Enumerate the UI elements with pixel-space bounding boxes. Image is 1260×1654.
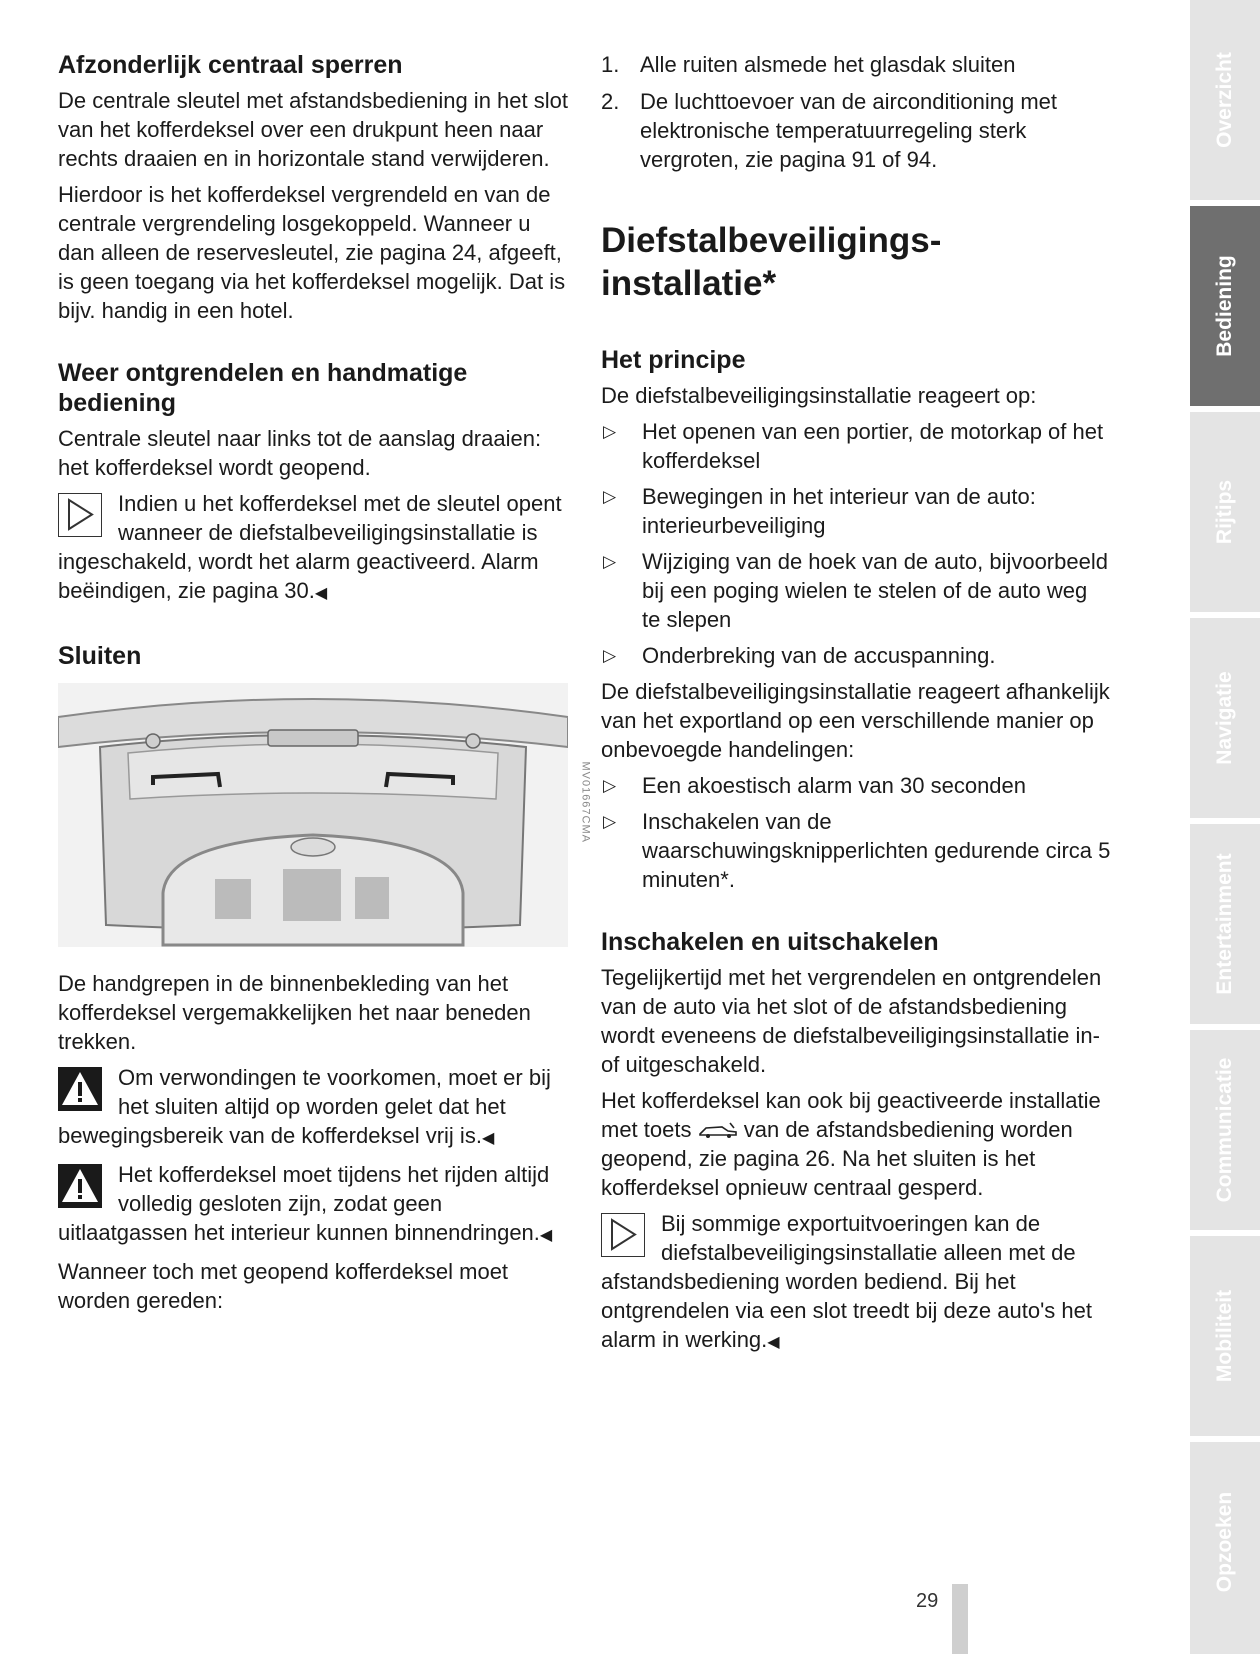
end-mark-icon: ◀ xyxy=(314,585,328,602)
heading-inschakelen: Inschakelen en uitschakelen xyxy=(601,928,939,957)
warning-icon xyxy=(58,1164,102,1208)
heading-het-principe: Het principe xyxy=(601,346,746,375)
tab-entertainment[interactable] xyxy=(1190,824,1260,1024)
tab-opzoeken[interactable] xyxy=(1190,1442,1260,1654)
note-icon xyxy=(601,1213,645,1257)
list-number: 2. xyxy=(601,89,620,114)
heading-sluiten: Sluiten xyxy=(58,642,142,670)
triangle-bullet-icon: ▷ xyxy=(603,422,617,442)
left-column xyxy=(58,50,592,1322)
chapter-tabs xyxy=(1190,0,1260,1654)
tab-bediening[interactable] xyxy=(1190,206,1260,406)
tab-label: Opzoeken xyxy=(1213,1491,1236,1593)
list-text: Alle ruiten alsmede het glasdak sluiten xyxy=(640,52,1016,77)
text-span: Het kofferdeksel kan ook bij geactiveerde installatie met toets xyxy=(601,1088,1101,1143)
heading-afzonderlijk: Afzonderlijk centraal sperren xyxy=(58,51,403,79)
list-text: Inschakelen van de waarschuwingsknipperlichten gedurende circa 5 minuten*. xyxy=(642,809,1111,893)
tab-label: Overzicht xyxy=(1213,52,1236,148)
triangle-bullet-icon: ▷ xyxy=(603,812,617,832)
tab-communicatie[interactable] xyxy=(1190,1030,1260,1230)
trunk-button-icon xyxy=(698,1117,738,1142)
paragraph: De centrale sleutel met afstandsbediening in het slot van het kofferdeksel over een drukpunt heen naar rechts draaien en in horizontale stand verwijderen. xyxy=(58,88,568,171)
numbered-list xyxy=(601,50,1111,174)
paragraph: Hierdoor is het kofferdeksel vergrendeld en van de centrale vergrendeling losgekoppeld. Wanneer u dan alleen de reservesleutel, zie pagina 24, afgeeft, is geen toegang via het kofferdeksel mogelijk. Dat is bijv. handig in een hotel. xyxy=(58,182,566,323)
tab-label: Communicatie xyxy=(1213,1057,1236,1203)
tab-rijtips[interactable] xyxy=(1190,412,1260,612)
triangle-bullet-icon: ▷ xyxy=(603,552,617,572)
list-item xyxy=(601,482,1111,540)
trunk-lid-illustration xyxy=(58,683,592,947)
paragraph: Wanneer toch met geopend kofferdeksel moet worden gereden: xyxy=(58,1259,509,1313)
figure-code: MV01667CMA xyxy=(580,761,592,843)
tab-navigatie[interactable] xyxy=(1190,618,1260,818)
tab-overzicht[interactable] xyxy=(1190,0,1260,200)
note-box xyxy=(58,489,568,608)
list-item xyxy=(601,50,1111,79)
list-item xyxy=(601,771,1111,800)
text-span: van de afstandsbediening worden geopend, zie pagina 26. Na het sluiten is het kofferdeksel opnieuw centraal gesperd. xyxy=(601,1117,1073,1201)
tab-label: Navigatie xyxy=(1213,671,1236,765)
list-item xyxy=(601,417,1111,475)
tab-label: Entertainment xyxy=(1213,853,1236,995)
right-column xyxy=(601,50,1111,1364)
paragraph: De diefstalbeveiligingsinstallatie reageert op: xyxy=(601,383,1037,409)
end-mark-icon: ◀ xyxy=(481,1130,495,1147)
note-box xyxy=(601,1209,1111,1357)
paragraph: De handgrepen in de binnenbekleding van het kofferdeksel vergemakkelijken het naar beneden trekken. xyxy=(58,971,531,1054)
list-text: Het openen van een portier, de motorkap of het kofferdeksel xyxy=(642,419,1104,474)
tab-mobiliteit[interactable] xyxy=(1190,1236,1260,1436)
paragraph: Tegelijkertijd met het vergrendelen en ontgrendelen van de auto via het slot of de afstandsbediening wordt eveneens de diefstalbeveiligingsinstallatie in- of uitgeschakeld. xyxy=(601,965,1102,1078)
heading-diefstalbeveiliging: Diefstalbeveiligings-installatie* xyxy=(601,221,942,303)
end-mark-icon: ◀ xyxy=(767,1334,780,1352)
list-text: Bewegingen in het interieur van de auto: interieurbeveiliging xyxy=(642,484,1036,539)
list-item xyxy=(601,641,1111,670)
list-item xyxy=(601,87,1111,174)
tab-label: Rijtips xyxy=(1213,479,1236,545)
triangle-bullet-icon: ▷ xyxy=(603,487,617,507)
note-text: Bij sommige exportuitvoeringen kan de diefstalbeveiligingsinstallatie alleen met de afstandsbediening worden bediend. Bij het ontgrendelen via een slot treedt bij deze auto's het alarm in werking. xyxy=(601,1211,1092,1353)
list-item xyxy=(601,547,1111,634)
warning-text: Om verwondingen te voorkomen, moet er bij het sluiten altijd op worden gelet dat het bewegingsbereik van de kofferdeksel vrij is. xyxy=(58,1065,551,1148)
paragraph: Centrale sleutel naar links tot de aanslag draaien: het kofferdeksel wordt geopend. xyxy=(58,426,542,480)
heading-weer-ontgrendelen: Weer ontgrendelen en handmatige bediening xyxy=(58,359,468,417)
paragraph: De diefstalbeveiligingsinstallatie reageert afhankelijk van het exportland op een verschillende manier op onbevoegde handelingen: xyxy=(601,679,1110,763)
bullet-list xyxy=(601,417,1111,670)
list-text: Een akoestisch alarm van 30 seconden xyxy=(642,773,1027,799)
bullet-list xyxy=(601,771,1111,894)
list-text: Onderbreking van de accuspanning. xyxy=(642,643,996,669)
end-mark-icon: ◀ xyxy=(539,1227,553,1244)
warning-box xyxy=(58,1063,568,1153)
list-number: 1. xyxy=(601,52,620,77)
tab-label: Mobiliteit xyxy=(1213,1289,1236,1383)
warning-text: Het kofferdeksel moet tijdens het rijden altijd volledig gesloten zijn, zodat geen uitlaatgassen het interieur kunnen binnendringen. xyxy=(58,1162,550,1245)
list-item xyxy=(601,807,1111,894)
paragraph xyxy=(601,1086,1111,1202)
warning-icon xyxy=(58,1067,102,1111)
triangle-bullet-icon: ▷ xyxy=(603,646,617,666)
list-text: De luchttoevoer van de airconditioning met elektronische temperatuurregeling sterk vergroten, zie pagina 91 of 94. xyxy=(640,89,1058,172)
list-text: Wijziging van de hoek van de auto, bijvoorbeeld bij een poging wielen te stelen of de auto weg te slepen xyxy=(642,549,1108,633)
triangle-bullet-icon: ▷ xyxy=(603,776,617,796)
warning-box xyxy=(58,1160,568,1250)
page-number: 29 xyxy=(916,1590,939,1612)
page-marker xyxy=(952,1584,968,1654)
note-icon xyxy=(58,493,102,537)
tab-label: Bediening xyxy=(1213,255,1236,357)
note-text: Indien u het kofferdeksel met de sleutel opent wanneer de diefstalbeveiligingsinstallatie is ingeschakeld, wordt het alarm geactiveerd. Alarm beëindigen, zie pagina 30. xyxy=(58,491,562,603)
